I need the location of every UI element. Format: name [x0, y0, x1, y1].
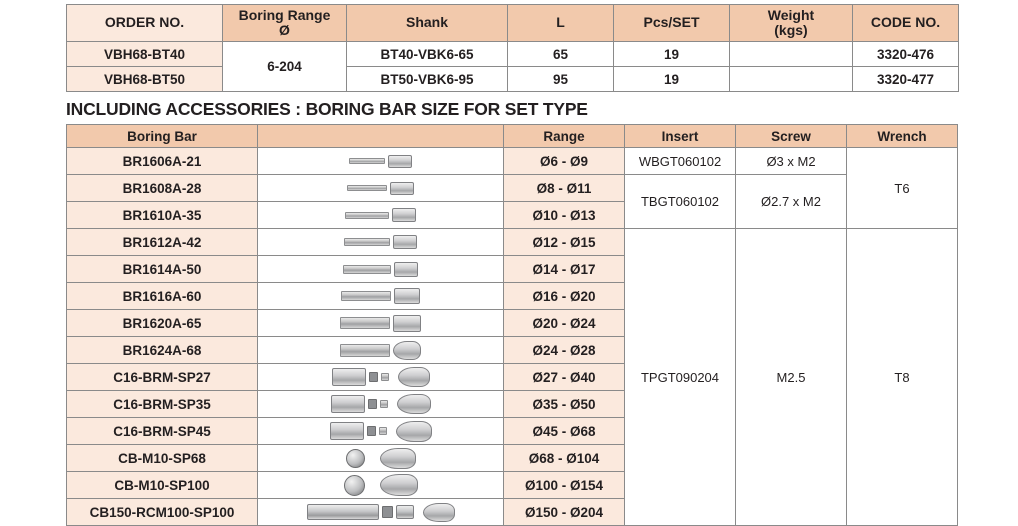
cell-boring-bar: C16-BRM-SP27	[67, 364, 258, 391]
column-header-screw: Screw	[736, 125, 847, 148]
cell-order-no: VBH68-BT40	[67, 42, 223, 67]
column-header-boring-bar: Boring Bar	[67, 125, 258, 148]
cell-screw: Ø3 x M2	[736, 148, 847, 175]
cell-range: Ø150 - Ø204	[504, 499, 625, 526]
cell-boring-bar: C16-BRM-SP45	[67, 418, 258, 445]
weight-label-line2: (kgs)	[774, 22, 808, 38]
cell-insert: TBGT060102	[625, 175, 736, 229]
boring-bar-icon	[258, 258, 503, 280]
order-table-body	[67, 42, 959, 92]
cell-range: Ø14 - Ø17	[504, 256, 625, 283]
cell-range: Ø16 - Ø20	[504, 283, 625, 310]
order-specification-table	[66, 4, 959, 92]
cell-tool-illustration	[258, 256, 504, 283]
cell-l: 65	[508, 42, 614, 67]
cell-boring-bar: CB-M10-SP68	[67, 445, 258, 472]
cell-tool-illustration	[258, 283, 504, 310]
cell-boring-bar: BR1616A-60	[67, 283, 258, 310]
cell-tool-illustration	[258, 418, 504, 445]
cell-pcs: 19	[614, 42, 730, 67]
boring-head-and-bar-icon	[258, 366, 503, 388]
table-header-row	[67, 5, 959, 42]
order-table-header	[67, 5, 959, 42]
accessories-table-header	[67, 125, 958, 148]
cell-boring-bar: BR1624A-68	[67, 337, 258, 364]
boring-bar-icon	[258, 177, 503, 199]
cell-tool-illustration	[258, 391, 504, 418]
cell-range: Ø100 - Ø154	[504, 472, 625, 499]
cell-boring-bar: C16-BRM-SP35	[67, 391, 258, 418]
cell-range: Ø45 - Ø68	[504, 418, 625, 445]
cell-boring-bar: CB150-RCM100-SP100	[67, 499, 258, 526]
cell-boring-bar: BR1608A-28	[67, 175, 258, 202]
cell-order-no: VBH68-BT50	[67, 67, 223, 92]
cell-tool-illustration	[258, 364, 504, 391]
accessories-table	[66, 124, 958, 526]
table-row	[67, 67, 959, 92]
cell-wrench: T8	[847, 229, 958, 526]
column-header-wrench: Wrench	[847, 125, 958, 148]
cell-tool-illustration	[258, 202, 504, 229]
boring-bar-icon	[258, 231, 503, 253]
cell-range: Ø68 - Ø104	[504, 445, 625, 472]
cell-tool-illustration	[258, 337, 504, 364]
cell-screw: Ø2.7 x M2	[736, 175, 847, 229]
cell-boring-range: 6-204	[223, 42, 347, 92]
column-header-illustration	[258, 125, 504, 148]
column-header-order-no: ORDER NO.	[67, 5, 223, 42]
table-row	[67, 175, 958, 202]
cell-tool-illustration	[258, 148, 504, 175]
cell-boring-bar: BR1612A-42	[67, 229, 258, 256]
cell-insert: TPGT090204	[625, 229, 736, 526]
cartridge-and-body-icon	[258, 447, 503, 469]
cell-screw: M2.5	[736, 229, 847, 526]
boring-head-and-bar-icon	[258, 393, 503, 415]
boring-bar-icon	[258, 204, 503, 226]
boring-bar-icon	[258, 339, 503, 361]
cell-l: 95	[508, 67, 614, 92]
section-title: INCLUDING ACCESSORIES : BORING BAR SIZE FOR SET TYPE	[66, 99, 588, 119]
table-header-row	[67, 125, 958, 148]
boring-bar-icon	[258, 285, 503, 307]
boring-bar-icon	[258, 150, 503, 172]
cell-boring-bar: CB-M10-SP100	[67, 472, 258, 499]
column-header-shank: Shank	[347, 5, 508, 42]
column-header-boring-range	[223, 5, 347, 42]
cartridge-and-body-icon	[258, 474, 503, 496]
cell-range: Ø8 - Ø11	[504, 175, 625, 202]
table-row	[67, 42, 959, 67]
cell-boring-bar: BR1620A-65	[67, 310, 258, 337]
cell-wrench: T6	[847, 148, 958, 229]
accessories-table-body	[67, 148, 958, 526]
large-bar-assembly-icon	[258, 501, 503, 523]
cell-shank: BT50-VBK6-95	[347, 67, 508, 92]
column-header-l: L	[508, 5, 614, 42]
boring-range-label-line2: Ø	[279, 22, 290, 38]
column-header-pcs-per-set: Pcs/SET	[614, 5, 730, 42]
column-header-range: Range	[504, 125, 625, 148]
column-header-insert: Insert	[625, 125, 736, 148]
cell-tool-illustration	[258, 229, 504, 256]
cell-boring-bar: BR1614A-50	[67, 256, 258, 283]
cell-code-no: 3320-476	[853, 42, 959, 67]
column-header-code-no: CODE NO.	[853, 5, 959, 42]
cell-tool-illustration	[258, 175, 504, 202]
cell-range: Ø10 - Ø13	[504, 202, 625, 229]
table-row	[67, 148, 958, 175]
cell-weight	[730, 67, 853, 92]
cell-boring-bar: BR1610A-35	[67, 202, 258, 229]
cell-tool-illustration	[258, 445, 504, 472]
cell-code-no: 3320-477	[853, 67, 959, 92]
cell-shank: BT40-VBK6-65	[347, 42, 508, 67]
boring-range-label-line1: Boring Range	[238, 6, 331, 23]
boring-bar-icon	[258, 312, 503, 334]
cell-tool-illustration	[258, 310, 504, 337]
cell-range: Ø6 - Ø9	[504, 148, 625, 175]
weight-label-line1: Weight	[767, 6, 815, 23]
cell-range: Ø27 - Ø40	[504, 364, 625, 391]
cell-tool-illustration	[258, 472, 504, 499]
cell-range: Ø20 - Ø24	[504, 310, 625, 337]
cell-range: Ø35 - Ø50	[504, 391, 625, 418]
cell-weight	[730, 42, 853, 67]
cell-tool-illustration	[258, 499, 504, 526]
cell-insert: WBGT060102	[625, 148, 736, 175]
cell-range: Ø12 - Ø15	[504, 229, 625, 256]
boring-head-and-bar-icon	[258, 420, 503, 442]
table-row	[67, 229, 958, 256]
cell-range: Ø24 - Ø28	[504, 337, 625, 364]
cell-pcs: 19	[614, 67, 730, 92]
cell-boring-bar: BR1606A-21	[67, 148, 258, 175]
column-header-weight	[730, 5, 853, 42]
